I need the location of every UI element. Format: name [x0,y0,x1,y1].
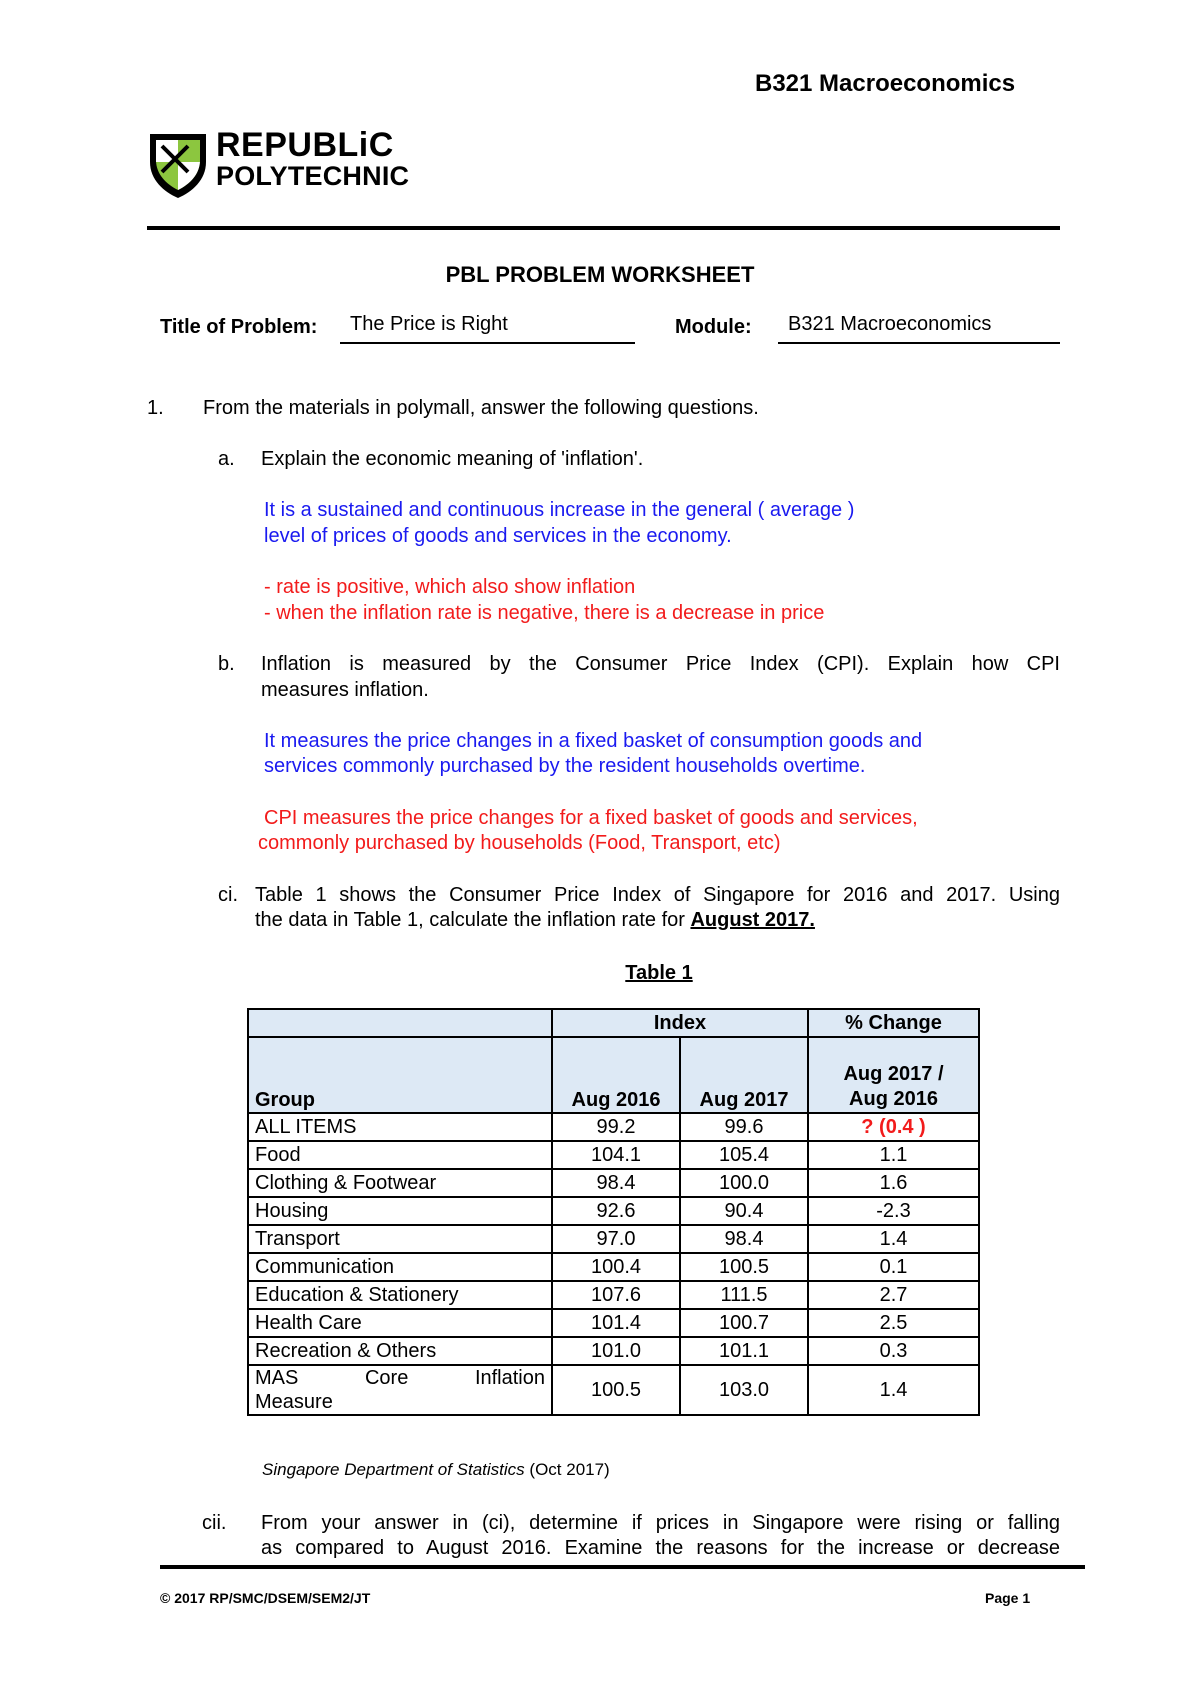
qci-marker: ci. [218,884,238,906]
qcii-marker: cii. [202,1512,227,1534]
table-row [248,1169,979,1197]
last-row-aug2016: 100.5 [552,1365,680,1415]
row-aug2016: 100.4 [552,1253,680,1281]
last-row-group-line-1: MAS Core Inflation [255,1367,545,1389]
row-change: 1.6 [808,1169,979,1197]
row-aug2017: 105.4 [680,1141,808,1169]
change-header: % Change [808,1009,979,1037]
q1-number: 1. [147,397,164,419]
row-aug2017: 100.0 [680,1169,808,1197]
col-header-aug2017: Aug 2017 [680,1037,808,1113]
row-group: ALL ITEMS [248,1113,552,1141]
table-row [248,1141,979,1169]
problem-title-field: The Price is Right [340,313,635,344]
row-change: 0.3 [808,1337,979,1365]
last-row-group-line-2: Measure [255,1391,333,1413]
qb-answer-blue-line-1: It measures the price changes in a fixed basket of consumption goods and [264,730,923,752]
row-group: Education & Stationery [248,1281,552,1309]
table-row [248,1253,979,1281]
logo-line-2: POLYTECHNIC [216,161,410,191]
qci-emphasis: August 2017. [690,909,815,931]
qci-question-line-2 [255,907,815,933]
cpi-table [247,1008,980,1416]
row-aug2017: 111.5 [680,1281,808,1309]
row-group: Clothing & Footwear [248,1169,552,1197]
row-aug2017: 90.4 [680,1197,808,1225]
table-row [248,1197,979,1225]
module-field: B321 Macroeconomics [778,313,1060,344]
qb-answer-red-line-2: commonly purchased by households (Food, Transport, etc) [258,832,781,854]
problem-title-label: Title of Problem: [160,316,318,338]
table-caption: Table 1 [625,962,693,984]
row-aug2017: 100.5 [680,1253,808,1281]
worksheet-title: PBL PROBLEM WORKSHEET [445,262,755,287]
table-row [248,1113,979,1141]
col-header-change-line-2: Aug 2016 [849,1088,938,1110]
module-label: Module: [675,316,752,338]
table-row [248,1337,979,1365]
col-header-group: Group [248,1037,552,1113]
header-divider [147,226,1060,230]
qci-question-line-2-text: the data in Table 1, calculate the inflation rate for [255,909,691,931]
row-group: Food [248,1141,552,1169]
row-change: 0.1 [808,1253,979,1281]
qb-question-line-2: measures inflation. [261,679,429,701]
row-change: -2.3 [808,1197,979,1225]
row-change: 1.4 [808,1225,979,1253]
last-row-change: 1.4 [808,1365,979,1415]
table-row [248,1281,979,1309]
row-group: Health Care [248,1309,552,1337]
row-group: Communication [248,1253,552,1281]
row-aug2016: 107.6 [552,1281,680,1309]
row-aug2016: 98.4 [552,1169,680,1197]
table-row-last-group [248,1365,552,1415]
footer-divider [160,1565,1085,1569]
row-group: Housing [248,1197,552,1225]
qa-answer-red-line-2: - when the inflation rate is negative, there is a decrease in price [264,602,825,624]
col-header-change-line-1: Aug 2017 / [843,1063,944,1085]
q1-text: From the materials in polymall, answer the following questions. [203,397,759,419]
course-header: B321 Macroeconomics [755,70,1016,97]
row-group: Transport [248,1225,552,1253]
row-aug2016: 101.0 [552,1337,680,1365]
logo-line-1: REPUBLiC [216,126,394,164]
footer-copyright: © 2017 RP/SMC/DSEM/SEM2/JT [160,1590,371,1606]
qb-marker: b. [218,653,235,675]
row-change: 2.5 [808,1309,979,1337]
row-aug2016: 97.0 [552,1225,680,1253]
table-source-name: Singapore Department of Statistics [262,1460,525,1479]
table-row [248,1309,979,1337]
index-header: Index [552,1009,808,1037]
row-aug2016: 101.4 [552,1309,680,1337]
table-source [262,1460,610,1480]
row-aug2017: 98.4 [680,1225,808,1253]
row-change: 2.7 [808,1281,979,1309]
row-aug2017: 101.1 [680,1337,808,1365]
footer-page-number: Page 1 [985,1590,1031,1606]
table-row [248,1225,979,1253]
logo-wordmark [216,126,410,192]
col-header-aug2016: Aug 2016 [552,1037,680,1113]
qcii-question-line-2: as compared to August 2016. Examine the reasons for the increase or decrease [261,1537,1060,1559]
qcii-question-line-1: From your answer in (ci), determine if prices in Singapore were rising or falling [261,1512,1060,1534]
row-change: 1.1 [808,1141,979,1169]
qa-question: Explain the economic meaning of 'inflation'. [261,448,644,470]
table-corner-cell [248,1009,552,1037]
qa-answer-blue-line-2: level of prices of goods and services in the economy. [264,525,732,547]
row-aug2017: 99.6 [680,1113,808,1141]
row-aug2016: 92.6 [552,1197,680,1225]
qci-question-line-1: Table 1 shows the Consumer Price Index of Singapore for 2016 and 2017. Using [255,884,1060,906]
republic-polytechnic-shield-icon [148,132,208,200]
row-group: Recreation & Others [248,1337,552,1365]
row-aug2016: 99.2 [552,1113,680,1141]
table-source-date: (Oct 2017) [524,1460,610,1479]
qb-question-line-1: Inflation is measured by the Consumer Price Index (CPI). Explain how CPI [261,653,1060,675]
qb-answer-red-line-1: CPI measures the price changes for a fixed basket of goods and services, [264,807,918,829]
qa-answer-red-line-1: - rate is positive, which also show inflation [264,576,636,598]
row-aug2017: 100.7 [680,1309,808,1337]
qb-answer-blue-line-2: services commonly purchased by the resident households overtime. [264,755,866,777]
row-change: ? (0.4 ) [808,1113,979,1141]
col-header-change [808,1037,979,1113]
qa-answer-blue-line-1: It is a sustained and continuous increase in the general ( average ) [264,499,855,521]
qa-marker: a. [218,448,235,470]
last-row-aug2017: 103.0 [680,1365,808,1415]
row-aug2016: 104.1 [552,1141,680,1169]
